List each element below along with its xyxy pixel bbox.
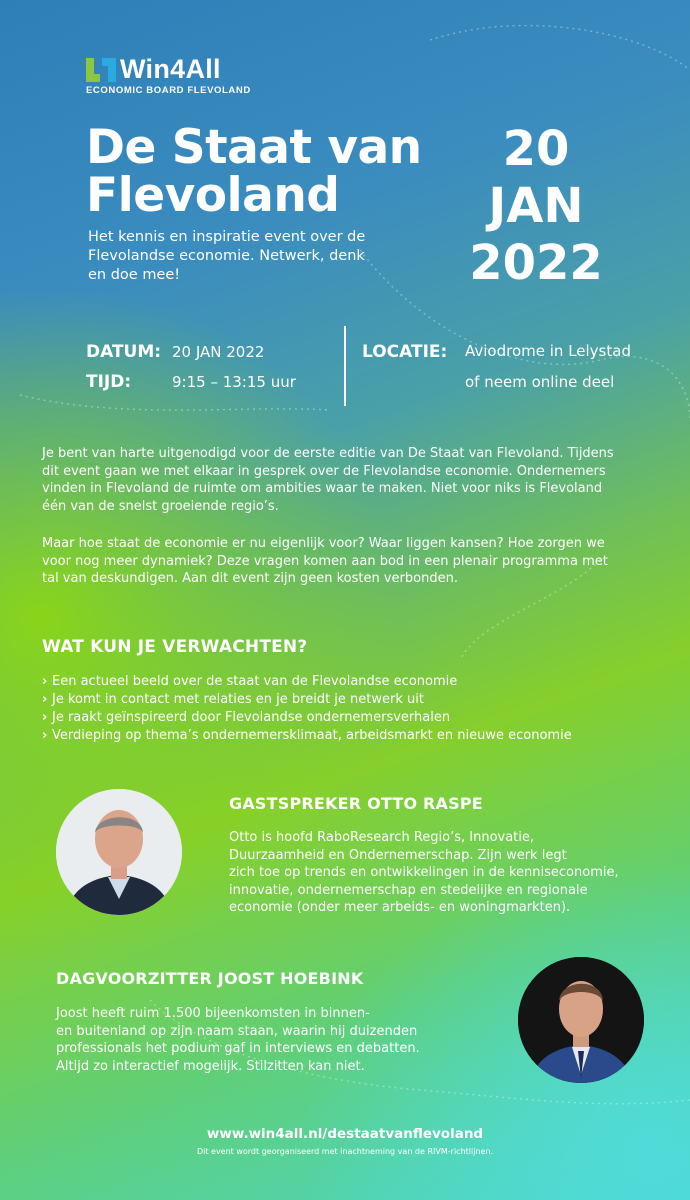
bio-line: innovatie, ondernemerschap en stedelijke en regionale [229,882,588,898]
speaker-photo-joost-hoebink [518,957,644,1083]
speaker2-title: DAGVOORZITTER JOOST HOEBINK [56,969,364,988]
expect-list [42,673,572,745]
paragraph-line: vinden in Flevoland de ruimte om ambities waar te maken. Niet voor niks is Flevoland [42,481,603,496]
speaker2-bio [56,1005,476,1075]
speaker1-bio [229,829,649,917]
logo-subtitle: ECONOMIC BOARD FLEVOLAND [86,85,251,96]
intro-line-2: Flevolandse economie. Netwerk, denk [88,248,365,264]
rivm-note: Dit event wordt georganiseerd met inachtneming van de RIVM-richtlijnen. [196,1147,494,1156]
list-item-text: Je raakt geïnspireerd door Flevolandse ondernemersverhalen [52,710,451,725]
win4all-logo-mark-icon [86,58,116,82]
info-divider [344,326,346,406]
date-value: 20 JAN 2022 [172,343,265,361]
title-line-1: De Staat van [86,120,422,175]
list-item-text: Een actueel beeld over de staat van de Flevolandse economie [52,674,458,689]
chevron-right-icon: › [42,692,48,707]
paragraph-line: Je bent van harte uitgenodigd voor de eerste editie van De Staat van Flevoland. Tijdens [42,446,614,461]
bio-line: Joost heeft ruim 1.500 bijeenkomsten in binnen- [56,1006,370,1021]
list-item [42,727,572,745]
event-date-large [436,121,636,292]
paragraph-line: tal van deskundigen. Aan dit event zijn geen kosten verbonden. [42,571,458,586]
chevron-right-icon: › [42,728,48,743]
location-info [362,342,631,398]
questions-paragraph [42,535,657,588]
location-line-2: of neem online deel [465,373,615,391]
event-intro [88,228,418,285]
speaker-photo-otto-raspe [56,789,182,915]
bio-line: Duurzaamheid en Ondernemerschap. Zijn werk legt [229,847,567,863]
expect-heading: WAT KUN JE VERWACHTEN? [42,637,308,657]
list-item [42,691,572,709]
location-value [465,336,631,398]
list-item [42,709,572,727]
intro-line-1: Het kennis en inspiratie event over de [88,229,366,245]
bio-line: Otto is hoofd RaboResearch Regio’s, Innovatie, [229,830,535,845]
location-label: LOCATIE: [362,342,448,362]
date-label: DATUM: [86,342,162,362]
event-title [86,120,422,223]
paragraph-line: dit event gaan we met elkaar in gesprek over de Flevolandse economie. Ondernemers [42,463,606,479]
date-month: JAN [488,178,584,234]
bio-line: en buitenland op zijn naam staan, waarin hij duizenden [56,1023,418,1039]
invitation-paragraph [42,445,657,515]
speaker1-title: GASTSPREKER OTTO RASPE [229,794,483,813]
bio-line: Altijd zo interactief mogelijk. Stilzitten kan niet. [56,1058,365,1074]
time-row [86,372,296,402]
paragraph-line: voor nog meer dynamiek? Deze vragen komen aan bod in een plenair programma met [42,553,608,569]
chevron-right-icon: › [42,710,48,725]
paragraph-line: Maar hoe staat de economie er nu eigenlijk voor? Waar liggen kansen? Hoe zorgen we [42,536,605,551]
date-time-info [86,342,296,402]
intro-line-3: en doe mee! [88,267,181,283]
location-line-1: Aviodrome in Lelystad [465,342,631,360]
list-item-text: Verdieping op thema’s ondernemersklimaat, arbeidsmarkt en nieuwe economie [52,728,572,743]
time-label: TIJD: [86,372,132,392]
bio-line: professionals het podium gaf in interviews en debatten. [56,1041,420,1056]
date-day: 20 [502,121,570,177]
win4all-logo [86,56,251,96]
logo-name: Win4All [120,54,221,84]
paragraph-line: één van de snelst groeiende regio’s. [42,498,279,514]
chevron-right-icon: › [42,674,48,689]
date-row [86,342,296,372]
list-item [42,673,572,691]
bio-line: economie (onder meer arbeids- en woningmarkten). [229,900,571,915]
title-line-2: Flevoland [86,168,340,223]
bio-line: zich toe op trends en ontwikkelingen in de kenniseconomie, [229,865,619,880]
time-value: 9:15 – 13:15 uur [172,373,296,391]
list-item-text: Je komt in contact met relaties en je breidt je netwerk uit [52,692,424,707]
date-year: 2022 [469,235,603,291]
event-url[interactable]: www.win4all.nl/destaatvanflevoland [206,1126,484,1142]
